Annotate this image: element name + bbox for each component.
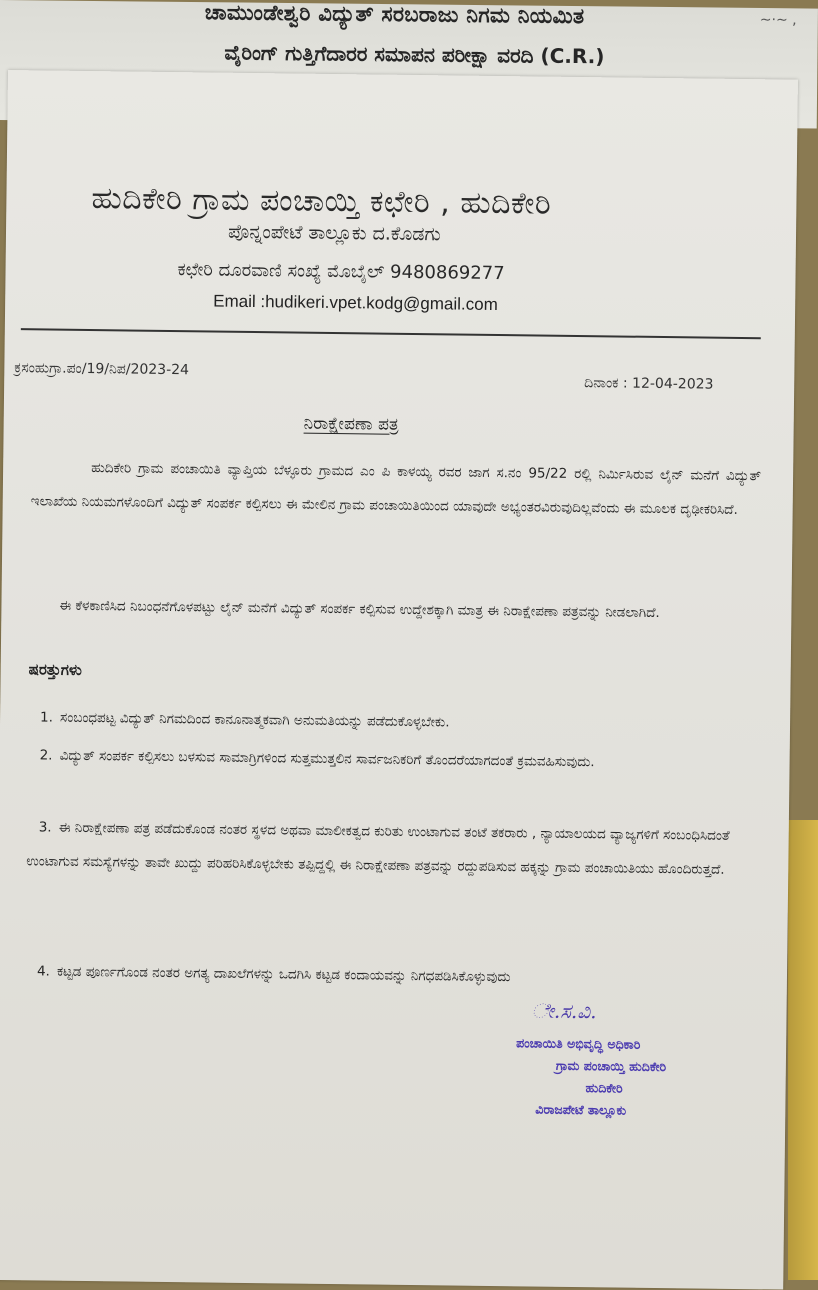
noc-letter — [0, 70, 798, 1290]
condition-text: ಈ ನಿರಾಕ್ಷೇಪಣಾ ಪತ್ರ ಪಡೆದುಕೊಂಡ ನಂತರ ಸ್ಥಳದ ಅಥವಾ ಮಾಲೀಕತ್ವದ ಕುರಿತು ಉಂಟಾಗುವ ತಂಟೆ ತಕರಾರು , ನ್ಯಾಯಾಲಯದ ವ್ಯಾಜ್ಯಗಳಿಗೆ ಸಂಬಂಧಿಸಿದಂತೆ ಉಂಟಾಗುವ ಸಮಸ್ಯೆಗಳನ್ನು ತಾವೇ ಖುದ್ದು ಪರಿಹರಿಸಿಕೊಳ್ಳಬೇಕು ತಪ್ಪಿದ್ದಲ್ಲಿ ಈ ನಿರಾಕ್ಷೇಪಣಾ ಪತ್ರವನ್ನು ರದ್ದುಪಡಿಸುವ ಹಕ್ಕನ್ನು ಗ್ರಾಮ ಪಂಚಾಯಿತಿಯು ಹೊಂದಿರುತ್ತದೆ. — [26, 819, 730, 878]
letter-date: ದಿನಾಂಕ : 12-04-2023 — [584, 375, 714, 393]
official-stamp — [515, 1032, 666, 1122]
stamp-line-place: ಹುದಿಕೇರಿ — [585, 1080, 623, 1096]
condition-number: 1. — [39, 709, 54, 726]
signature: ೇ.ಸ.ವಿ. — [531, 998, 597, 1024]
condition-number: 3. — [38, 819, 52, 836]
condition-number: 4. — [36, 963, 50, 980]
stamp-line-designation: ಪಂಚಾಯಿತಿ ಅಭಿವೃದ್ಧಿ ಅಧಿಕಾರಿ — [516, 1035, 641, 1052]
conditions-heading: ಷರತ್ತುಗಳು — [28, 660, 82, 679]
condition-item — [25, 954, 755, 997]
condition-item — [28, 700, 758, 743]
underlying-sheet-heading: ಚಾಮುಂಡೇಶ್ವರಿ ವಿದ್ಯುತ್ ಸರಬರಾಜು ನಿಗಮ ನಿಯಮಿತ — [204, 0, 585, 29]
background-strip — [788, 820, 818, 1280]
office-title: ಹುದಿಕೇರಿ ಗ್ರಾಮ ಪಂಚಾಯ್ತಿ ಕಛೇರಿ , ಹುದಿಕೇರಿ — [91, 181, 552, 222]
condition-number: 2. — [39, 747, 53, 764]
office-phone: ಕಛೇರಿ ದೂರವಾಣಿ ಸಂಖ್ಯೆ ಮೊಬೈಲ್ 9480869277 — [177, 259, 505, 285]
handwritten-mark: ~·~ , — [759, 11, 797, 29]
condition-item — [27, 738, 757, 781]
condition-text: ಸಂಬಂಧಪಟ್ಟ ವಿದ್ಯುತ್ ನಿಗಮದಿಂದ ಕಾನೂನಾತ್ಮಕವಾಗಿ ಅನುಮತಿಯನ್ನು ಪಡೆದುಕೊಳ್ಳಬೇಕು. — [59, 709, 450, 731]
office-subtitle: ಪೊನ್ನಂಪೇಟೆ ತಾಲ್ಲೂಕು ದ.ಕೊಡಗು — [227, 220, 441, 246]
body-paragraph-1 — [31, 450, 762, 527]
header-divider — [21, 328, 761, 339]
condition-text: ಕಟ್ಟಡ ಪೂರ್ಣಗೊಂಡ ನಂತರ ಅಗತ್ಯ ದಾಖಲೆಗಳನ್ನು ಒದಗಿಸಿ ಕಟ್ಟಡ ಕಂದಾಯವನ್ನು ನಿಗಧಪಡಿಸಿಕೊಳ್ಳುವುದು — [56, 963, 511, 986]
stamp-line-taluk: ವಿರಾಜಪೇಟೆ ತಾಲ್ಲೂಕು — [535, 1101, 627, 1118]
condition-text: ವಿದ್ಯುತ್ ಸಂಪರ್ಕ ಕಲ್ಪಿಸಲು ಬಳಸುವ ಸಾಮಾಗ್ರಿಗಳಿಂದ ಸುತ್ತಮುತ್ತಲಿನ ಸಾರ್ವಜನಿಕರಿಗೆ ತೊಂದರೆಯಾಗದಂತೆ ಕ್ರಮವಹಿಸುವುದು. — [59, 747, 595, 771]
reference-number: ಕ್ರಸಂಹುಗ್ರಾ.ಪಂ/19/ನಿಪ/2023-24 — [14, 360, 190, 379]
condition-item — [26, 810, 757, 887]
letter-subject: ನಿರಾಕ್ಷೇಪಣಾ ಪತ್ರ — [303, 413, 399, 435]
stamp-line-office: ಗ್ರಾಮ ಪಂಚಾಯ್ತಿ ಹುದಿಕೇರಿ — [555, 1057, 667, 1075]
office-email: Email :hudikeri.vpet.kodg@gmail.com — [213, 291, 498, 315]
body-paragraph-1-text: ಹುದಿಕೇರಿ ಗ್ರಾಮ ಪಂಚಾಯಿತಿ ವ್ಯಾಪ್ತಿಯ ಬೆಳ್ಳೂರು ಗ್ರಾಮದ ಎಂ ಪಿ ಕಾಳಯ್ಯ ರವರ ಜಾಗ ಸ.ನಂ 95/22 ರಲ್ಲಿ ನಿರ್ಮಿಸಿರುವ ಲೈನ್ ಮನೆಗೆ ವಿದ್ಯುತ್ ಇಲಾಖೆಯ ನಿಯಮಗಳೊಂದಿಗೆ ವಿದ್ಯುತ್ ಸಂಪರ್ಕ ಕಲ್ಪಿಸಲು ಈ ಮೇಲಿನ ಗ್ರಾಮ ಪಂಚಾಯಿತಿಯಿಂದ ಯಾವುದೇ ಅಭ್ಯಂತರವಿರುವುದಿಲ್ಲವೆಂದು ಈ ಮೂಲಕ ದೃಢೀಕರಿಸಿದೆ. — [30, 460, 762, 518]
underlying-sheet-subheading: ವೈರಿಂಗ್ ಗುತ್ತಿಗೆದಾರರ ಸಮಾಪನ ಪರೀಕ್ಷಾ ವರದಿ (C.R.) — [224, 40, 605, 69]
body-paragraph-2 — [29, 588, 759, 631]
body-paragraph-2-text: ಈ ಕೆಳಕಾಣಿಸಿದ ನಿಬಂಧನೆಗೊಳಪಟ್ಟು ಲೈನ್ ಮನೆಗೆ ವಿದ್ಯುತ್ ಸಂಪರ್ಕ ಕಲ್ಪಿಸುವ ಉದ್ದೇಶಕ್ಕಾಗಿ ಮಾತ್ರ ಈ ನಿರಾಕ್ಷೇಪಣಾ ಪತ್ರವನ್ನು ನೀಡಲಾಗಿದೆ. — [59, 597, 660, 622]
